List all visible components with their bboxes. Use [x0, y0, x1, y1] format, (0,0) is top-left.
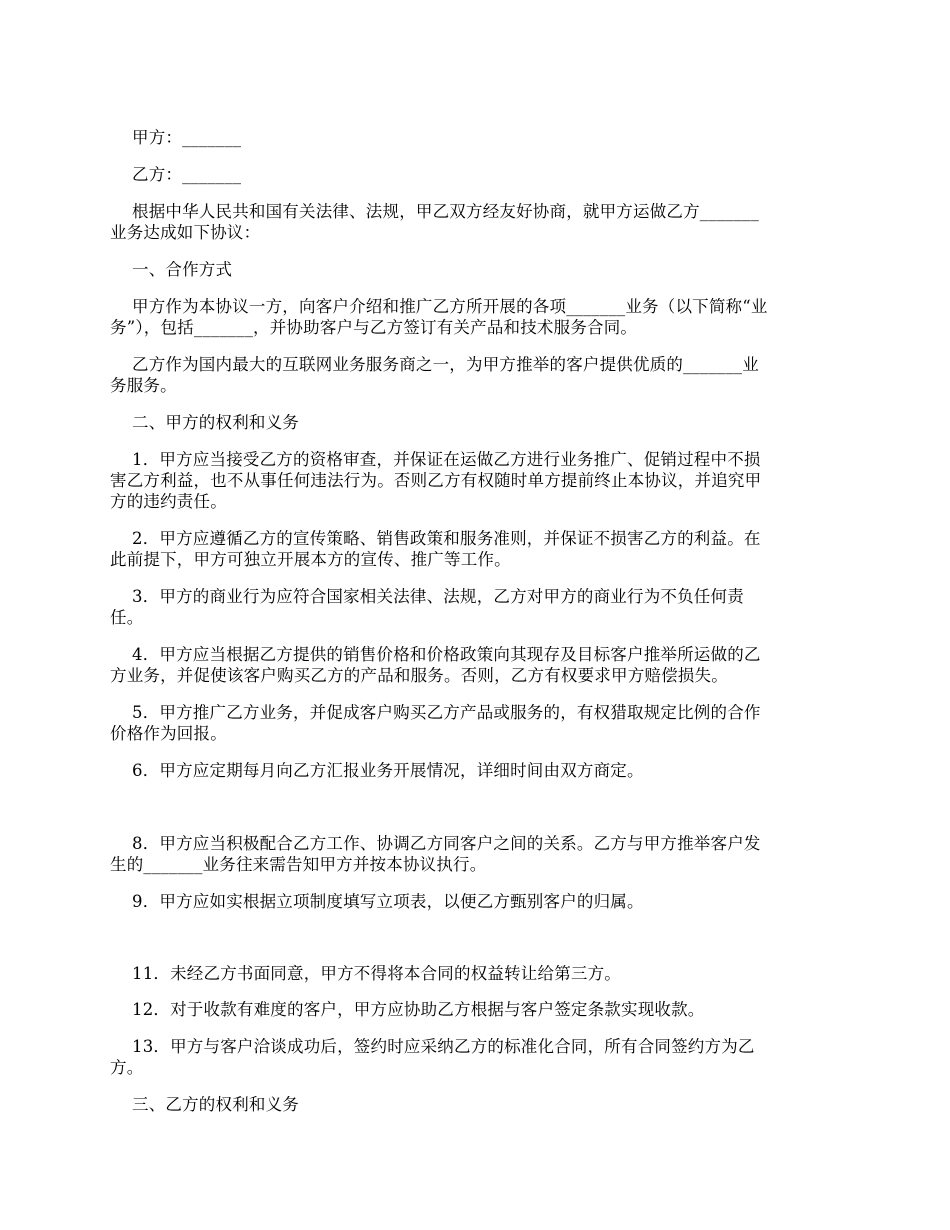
item-1-line-3: 方的违约责任。 — [110, 492, 227, 511]
item-11-line-1: 11．未经乙方书面同意，甲方不得将本合同的权益转让给第三方。 — [132, 964, 621, 983]
para-2-line-2: 务服务。 — [110, 376, 177, 395]
preamble-line-1: 根据中华人民共和国有关法律、法规，甲乙双方经友好协商，就甲方运做乙方_______ — [132, 202, 759, 221]
item-4-line-1: 4．甲方应当根据乙方提供的销售价格和价格政策向其现存及目标客户推举所运做的乙 — [132, 645, 761, 664]
item-12-line-1: 12．对于收款有难度的客户，甲方应协助乙方根据与客户签定条款实现收款。 — [132, 1000, 705, 1019]
item-6-line-1: 6．甲方应定期每月向乙方汇报业务开展情况，详细时间由双方商定。 — [132, 761, 644, 780]
item-13-line-2: 方。 — [110, 1058, 144, 1077]
item-8-line-1: 8．甲方应当积极配合乙方工作、协调乙方同客户之间的关系。乙方与甲方推举客户发 — [132, 834, 761, 853]
item-8-line-2: 生的_______业务往来需告知甲方并按本协议执行。 — [110, 855, 487, 874]
item-3-line-2: 任。 — [110, 608, 144, 627]
preamble-line-2: 业务达成如下协议： — [110, 223, 261, 242]
section-3-heading: 三、乙方的权利和义务 — [132, 1095, 299, 1114]
party-b-line: 乙方：_______ — [132, 165, 242, 184]
section-1-heading: 一、合作方式 — [132, 260, 233, 279]
item-5-line-2: 价格作为回报。 — [110, 724, 227, 743]
item-2-line-2: 此前提下，甲方可独立开展本方的宣传、推广等工作。 — [110, 550, 511, 569]
item-1-line-1: 1．甲方应当接受乙方的资格审查，并保证在运做乙方进行业务推广、促销过程中不损 — [132, 450, 761, 469]
item-13-line-1: 13．甲方与客户洽谈成功后，签约时应采纳乙方的标准化合同，所有合同签约方为乙 — [132, 1037, 755, 1056]
item-4-line-2: 方业务，并促使该客户购买乙方的产品和服务。否则，乙方有权要求甲方赔偿损失。 — [110, 666, 728, 685]
item-9-line-1: 9．甲方应如实根据立项制度填写立项表，以便乙方甄别客户的归属。 — [132, 892, 644, 911]
item-5-line-1: 5．甲方推广乙方业务，并促成客户购买乙方产品或服务的，有权猎取规定比例的合作 — [132, 703, 761, 722]
para-1-line-1: 甲方作为本协议一方，向客户介绍和推广乙方所开展的各项_______业务（以下简称“业 — [132, 297, 768, 316]
item-3-line-1: 3．甲方的商业行为应符合国家相关法律、法规，乙方对甲方的商业行为不负任何责 — [132, 587, 744, 606]
item-2-line-1: 2．甲方应遵循乙方的宣传策略、销售政策和服务准则，并保证不损害乙方的利益。在 — [132, 529, 761, 548]
para-2-line-1: 乙方作为国内最大的互联网业务服务商之一，为甲方推举的客户提供优质的_______业 — [132, 355, 759, 374]
para-1-line-2: 务”），包括_______，并协助客户与乙方签订有关产品和技术服务合同。 — [110, 318, 638, 337]
section-2-heading: 二、甲方的权利和义务 — [132, 413, 299, 432]
item-1-line-2: 害乙方利益，也不从事任何违法行为。否则乙方有权随时单方提前终止本协议，并追究甲 — [110, 471, 762, 490]
party-a-line: 甲方：_______ — [132, 128, 242, 147]
